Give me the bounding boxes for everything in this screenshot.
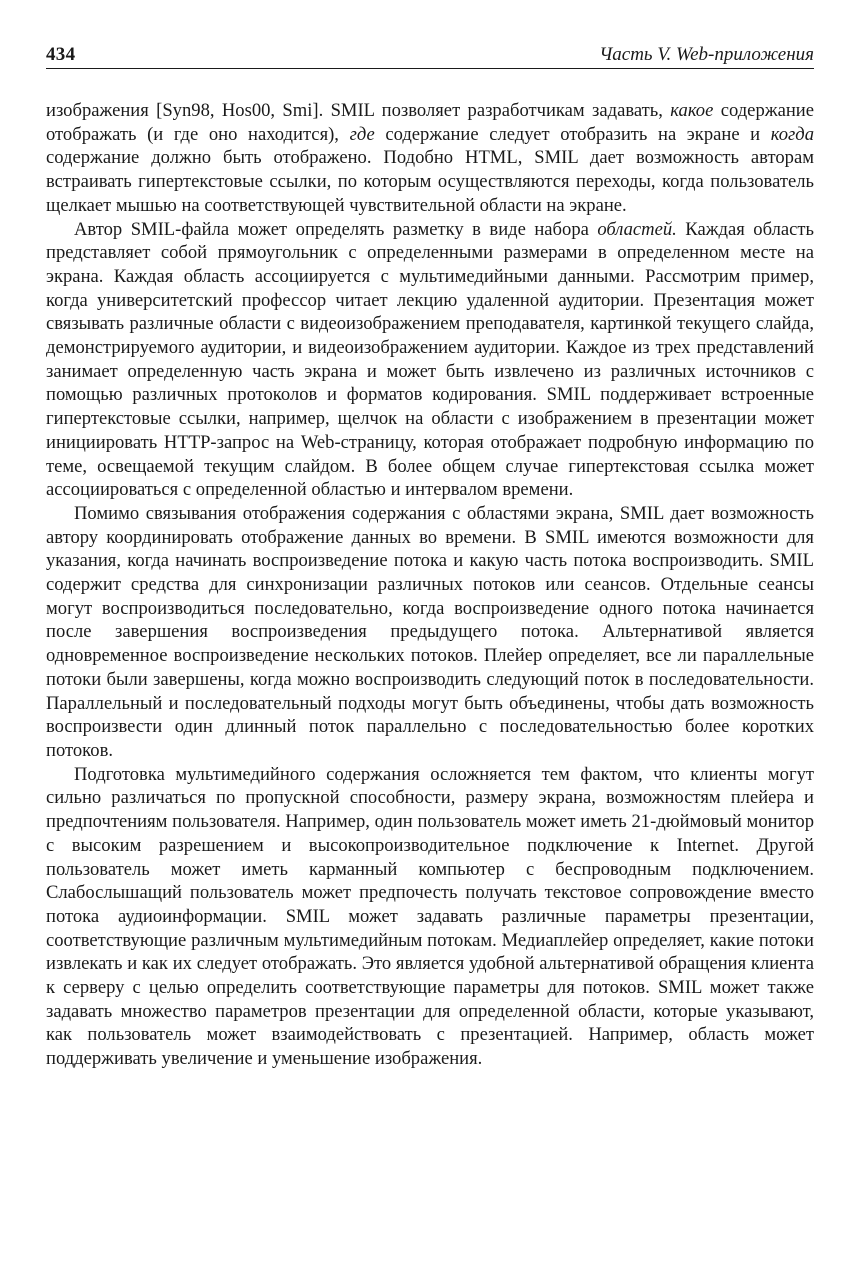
text-run: Помимо связывания отображения содержания с областями экрана, SMIL дает возможность автору координировать отображение данных во времени. В SMIL имеются возможности для указания, когда начинать воспроизведение потока и какую часть потока воспроизводить. SMIL содержит средства для синхронизации различных потоков или сеансов. Отдельные сеансы могут воспроизводиться последовательно, когда воспроизведение одного потока начинается после завершения воспроизведения предыдущего потока. Альтернативой является одновременное воспроизведение нескольких потоков. Плейер определяет, все ли параллельные потоки были завершены, когда можно воспроизводить следующий поток в последовательности. Параллельный и последовательный подходы могут быть объединены, чтобы дать возможность воспроизвести один длинный поток параллельно с последовательностью более коротких потоков. xyxy=(46,502,814,761)
italic-term: какое xyxy=(670,100,714,121)
section-title: Часть V. Web-приложения xyxy=(599,44,814,65)
page-number: 434 xyxy=(46,44,76,65)
paragraph xyxy=(46,763,814,1071)
text-run: содержание следует отобразить на экране и xyxy=(374,123,771,145)
text-run: содержание отображать (и где оно находится), xyxy=(46,100,814,145)
paragraph xyxy=(46,502,814,763)
text-run: Каждая область представляет собой прямоугольник с определенными размерами в определенном месте на экрана. Каждая область ассоциируется с мультимедийными данными. Рассмотрим пример, когда университетский профессор читает лекцию удаленной аудитории. Презентация может связывать различные области с видеоизображением преподавателя, картинкой текущего слайда, демонстрируемого аудитории, и видеоизображением аудитории. Каждое из трех представлений занимает определенную часть экрана и может быть извлечено из различных источников с помощью различных протоколов и форматов кодирования. SMIL поддерживает встроенные гипертекстовые ссылки, например, щелчок на области с изображением в презентации может инициировать HTTP-запрос на Web-страницу, которая отображает подробную информацию по теме, освещаемой текущим слайдом. В более общем случае гипертекстовая ссылка может ассоциироваться с определенной областью и интервалом времени. xyxy=(46,218,814,501)
body-text xyxy=(46,99,814,1071)
italic-term: где xyxy=(349,123,375,145)
running-header xyxy=(46,38,814,69)
paragraph xyxy=(46,218,814,502)
book-page xyxy=(46,38,814,1071)
text-run: содержание должно быть отображено. Подобно HTML, SMIL дает возможность авторам встраивать гипертекстовые ссылки, по которым осуществляются переходы, когда пользователь щелкает мышью на соответствующей чувствительной области на экране. xyxy=(46,147,814,216)
text-run: изображения [Syn98, Hos00, Smi]. SMIL позволяет разработчикам задавать, xyxy=(46,100,671,121)
text-run: Подготовка мультимедийного содержания осложняется тем фактом, что клиенты могут сильно различаться по пропускной способности, размеру экрана, возможностям плейера и предпочтениям пользователя. Например, один пользователь может иметь 21-дюймовый монитор с высоким разрешением и высокопроизводительное подключение к Internet. Другой пользователь может иметь карманный компьютер с беспроводным подключением. Слабослышащий пользователь может предпочесть получать текстовое сопровождение вместо потока аудиоинформации. SMIL может задавать различные параметры презентации, соответствующие различным мультимедийным потокам. Медиаплейер определяет, какие потоки извлекать и как их следует отображать. Это является удобной альтернативой обращения клиента к серверу с целью определить соответствующие параметры для потоков. SMIL может также задавать множество параметров презентации для определенной области, которые указывают, как пользователь может взаимодействовать с презентацией. Например, область может поддерживать увеличение и уменьшение изображения. xyxy=(46,763,814,1070)
paragraph xyxy=(46,99,814,218)
italic-term: когда xyxy=(770,123,814,145)
text-run: Автор SMIL-файла может определять разметку в виде набора xyxy=(74,218,598,240)
italic-term: областей. xyxy=(597,218,677,240)
